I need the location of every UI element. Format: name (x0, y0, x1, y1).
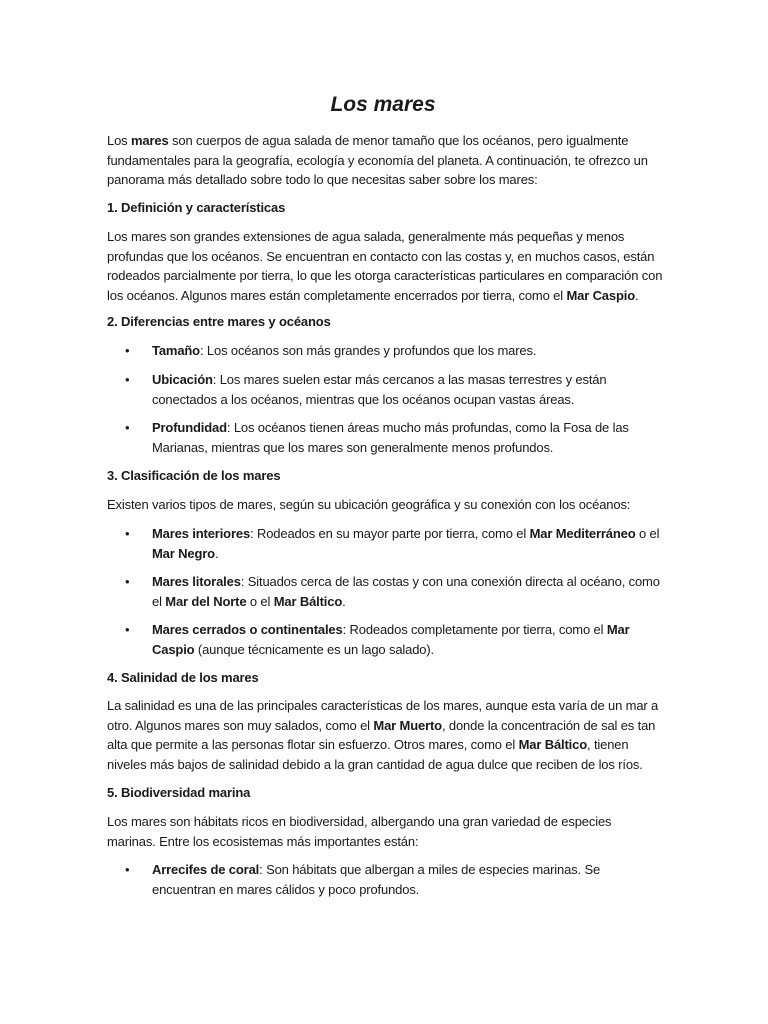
bullet-term: Tamaño (152, 343, 200, 358)
section4-paragraph (107, 696, 663, 774)
list-item (125, 524, 663, 563)
list-item (125, 860, 663, 899)
bullet-text: . (342, 593, 346, 609)
bold-sea-name: Mar Báltico (518, 737, 588, 752)
bullet-marker: • (125, 862, 130, 877)
bullet-text: o el (635, 526, 660, 541)
section2-heading: 2. Diferencias entre mares y océanos (107, 314, 331, 329)
bullet-text: (aunque técnicamente es un lago salado). (194, 641, 435, 657)
bullet-term: Mares litorales (152, 574, 241, 589)
bold-sea-name: Mar Muerto (373, 717, 442, 733)
bullet-text: : Los océanos tienen áreas mucho más profundas, como la Fosa de las Marianas, mientras que los mares son generalmente menos profundos. (152, 420, 629, 455)
section1-paragraph (107, 227, 663, 305)
bullet-text: : Rodeados en su mayor parte por tierra, como el (250, 526, 530, 541)
bold-sea-name: Mar Negro (152, 545, 215, 561)
bullet-text: : Rodeados completamente por tierra, como el (342, 622, 607, 637)
section1-heading: 1. Definición y características (107, 200, 286, 215)
section1-text: Los mares son grandes extensiones de agua salada, generalmente más pequeñas y menos profundas que los océanos. Se encuentran en contacto con las costas y, en muchos casos, están rodeados parcialmente por tierra, lo que les otorga características particulares en comparación con los océanos. Algunos mares están completamente encerrados por tierra, como el (107, 229, 663, 303)
bullet-marker: • (125, 372, 130, 387)
section1-bold-term: Mar Caspio (566, 287, 636, 303)
bullet-text: : Los mares suelen estar más cercanos a las masas terrestres y están conectados a los océanos, mientras que los océanos ocupan vastas áreas. (152, 372, 607, 407)
bullet-text: : Son hábitats que albergan a miles de especies marinas. Se encuentran en mares cálidos y poco profundos. (152, 862, 601, 897)
bold-sea-name: Mar Báltico (273, 593, 343, 609)
bullet-term: Profundidad (152, 420, 227, 435)
section4-heading: 4. Salinidad de los mares (107, 670, 259, 685)
section5-intro: Los mares son hábitats ricos en biodiversidad, albergando una gran variedad de especies marinas. Entre los ecosistemas más importantes están: (107, 814, 612, 849)
bold-sea-name: Mar Mediterráneo (529, 526, 636, 541)
bullet-marker: • (125, 343, 130, 358)
list-item (125, 418, 663, 457)
section3-intro: Existen varios tipos de mares, según su ubicación geográfica y su conexión con los océanos: (107, 497, 631, 512)
bullet-text: o el (246, 593, 274, 609)
list-item (125, 620, 663, 659)
bullet-marker: • (125, 420, 130, 435)
section1-text-end: . (635, 287, 639, 303)
intro-text-start: Los (107, 133, 131, 148)
section4-text: , tienen niveles más bajos de salinidad debido a la gran cantidad de agua dulce que reciben de los ríos. (107, 737, 643, 772)
intro-text-rest: son cuerpos de agua salada de menor tamaño que los océanos, pero igualmente fundamentales para la geografía, ecología y economía del planeta. A continuación, te ofrezco un panorama más detallado sobre todo lo que necesitas saber sobre los mares: (107, 133, 648, 187)
list-item (125, 341, 663, 361)
section3-heading: 3. Clasificación de los mares (107, 468, 281, 483)
intro-paragraph (107, 131, 663, 190)
intro-bold-term: mares (130, 133, 169, 148)
bold-sea-name: Mar del Norte (165, 593, 247, 609)
list-item (125, 370, 663, 409)
bullet-marker: • (125, 622, 130, 637)
section4-text: La salinidad es una de las principales características de los mares, aunque esta varía de un mar a otro. Algunos mares son muy salados, como el (107, 698, 659, 733)
bullet-term: Ubicación (152, 372, 213, 387)
document-title: Los mares (330, 93, 436, 116)
bullet-text: : Los océanos son más grandes y profundos que los mares. (199, 343, 537, 358)
bullet-term: Mares cerrados o continentales (152, 622, 343, 637)
section4-text: , donde la concentración de sal es tan alta que permite a las personas flotar sin esfuerzo. Otros mares, como el (107, 717, 656, 752)
bullet-text: . (214, 545, 219, 561)
bullet-text: : Situados cerca de las costas y con una conexión directa al océano, como el (152, 574, 660, 609)
bullet-marker: • (125, 526, 130, 541)
bold-sea-name: Mar Caspio (152, 622, 630, 657)
bullet-term: Mares interiores (152, 526, 251, 541)
bullet-marker: • (125, 574, 130, 589)
bullet-term: Arrecifes de coral (152, 862, 260, 877)
section5-heading: 5. Biodiversidad marina (107, 785, 251, 800)
list-item (125, 572, 663, 611)
